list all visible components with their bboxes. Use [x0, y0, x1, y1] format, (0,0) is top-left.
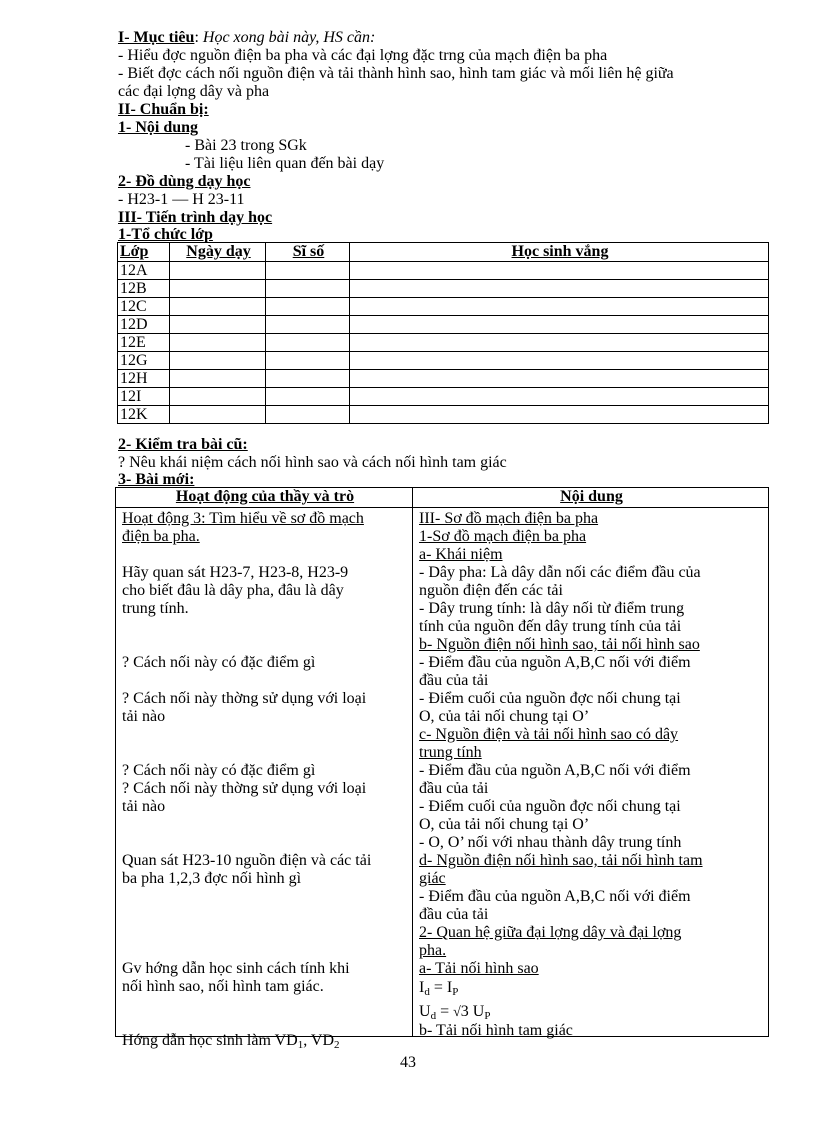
formula-symbol: I	[419, 979, 425, 996]
class-name: 12D	[118, 316, 170, 334]
activity-text: ba pha 1,2,3 đợc nối hình gì	[122, 870, 302, 887]
content-text: đầu của tải	[419, 906, 489, 923]
content-text: trung tính	[419, 744, 482, 761]
activity-text: tải nào	[122, 798, 166, 815]
content-text: - Điểm đầu của nguồn A,B,C nối với điểm	[419, 654, 691, 671]
activity-text: trung tính.	[122, 600, 189, 617]
activity-text: Gv hớng dẫn học sinh cách tính khi	[122, 960, 350, 977]
table-row	[118, 316, 769, 334]
table-row	[118, 262, 769, 280]
content-text: - Điểm đầu của nguồn A,B,C nối với điểm	[419, 762, 691, 779]
subscript: P	[484, 1010, 491, 1022]
objectives-heading: I- Mục tiêu	[118, 29, 195, 46]
content-cell	[413, 508, 768, 1039]
subscript: d	[430, 1010, 437, 1022]
content-text: d- Nguồn điện nối hình sao, tải nối hình tam	[419, 852, 703, 869]
content-text: O, của tải nối chung tại O’	[419, 816, 590, 833]
content-text: đầu của tải	[419, 672, 489, 689]
formula-line-current	[419, 979, 458, 997]
class-table-header: Ngày dạy	[170, 243, 266, 262]
content-text: a- Khái niệm	[419, 546, 503, 563]
content-text: O, của tải nối chung tại O’	[419, 708, 590, 725]
table-row	[118, 334, 769, 352]
content-text: - Điểm đầu của nguồn A,B,C nối với điểm	[419, 888, 691, 905]
content-text: - Dây trung tính: là dây nối từ điểm trung	[419, 600, 685, 617]
activity-text	[122, 1032, 340, 1050]
content-text: b- Tải nối hình tam giác	[419, 1022, 573, 1039]
teacher-activity-cell	[116, 508, 412, 1051]
class-name: 12K	[118, 406, 170, 424]
content-text: - Dây pha: Là dây dẫn nối các điểm đầu của	[419, 564, 701, 581]
content-text: tính của nguồn đến dây trung tính của tải	[419, 618, 682, 635]
subscript: 2	[334, 1039, 340, 1051]
class-name: 12G	[118, 352, 170, 370]
review-heading: 2- Kiểm tra bài cũ:	[118, 436, 248, 453]
example-text: Hớng dẫn học sinh làm VD	[122, 1032, 298, 1049]
subscript: P	[452, 986, 459, 998]
activity-text: Hãy quan sát H23-7, H23-8, H23-9	[122, 564, 349, 581]
class-name: 12I	[118, 388, 170, 406]
prep-item-1: - Bài 23 trong SGk	[185, 137, 307, 154]
process-heading: III- Tiến trình dạy học	[118, 209, 273, 226]
lesson-table	[115, 487, 769, 1051]
class-table-header: Học sinh vắng	[350, 243, 769, 262]
activity-text: ? Cách nối này có đặc điểm gì	[122, 762, 316, 779]
class-org-heading: 1-Tổ chức lớp	[118, 226, 213, 243]
content-text: 1-Sơ đồ mạch điện ba pha	[419, 528, 587, 545]
table-row	[118, 298, 769, 316]
content-text: b- Nguồn điện nối hình sao, tải nối hình sao	[419, 636, 700, 653]
activity-text: ? Cách nối này thờng sử dụng với loại	[122, 780, 367, 797]
formula-symbol: = I	[429, 979, 453, 996]
content-text: - Điểm cuối của nguồn đợc nối chung tại	[419, 690, 681, 707]
class-table-header: Lớp	[118, 243, 170, 262]
content-text: III- Sơ đồ mạch điện ba pha	[419, 510, 599, 527]
content-text: - O, O’ nối với nhau thành dây trung tính	[419, 834, 682, 851]
activity-text: nối hình sao, nối hình tam giác.	[122, 978, 324, 995]
table-row	[118, 370, 769, 388]
class-name: 12H	[118, 370, 170, 388]
review-question: ? Nêu khái niệm cách nối hình sao và cách nối hình tam giác	[118, 454, 507, 471]
content-text: đầu của tải	[419, 780, 489, 797]
sqrt-symbol: √	[453, 1005, 461, 1020]
objectives-intro: Học xong bài này, HS cần:	[202, 29, 376, 46]
class-name: 12E	[118, 334, 170, 352]
example-sep: , VD	[303, 1032, 335, 1049]
content-text: c- Nguồn điện và tải nối hình sao có dây	[419, 726, 679, 743]
prep-item-2: - Tài liệu liên quan đến bài dạy	[185, 155, 385, 172]
page-number: 43	[400, 1054, 416, 1071]
subscript: d	[424, 986, 430, 998]
activity-text: tải nào	[122, 708, 166, 725]
activity-text: Quan sát H23-10 nguồn điện và các tải	[122, 852, 372, 869]
content-text: pha.	[419, 942, 447, 959]
teacher-activity-header: Hoạt động của thầy và trò	[116, 488, 413, 508]
formula-symbol: =	[436, 1003, 454, 1020]
content-text: 2- Quan hệ giữa đại lợng dây và đại lợng	[419, 924, 682, 941]
new-lesson-heading: 3- Bài mới:	[118, 471, 195, 488]
content-text: giác	[419, 870, 446, 887]
class-table-header: Sĩ số	[266, 243, 350, 262]
class-table	[117, 242, 769, 424]
class-name: 12B	[118, 280, 170, 298]
preparation-heading: II- Chuẩn bị:	[118, 101, 209, 118]
formula-line-voltage	[419, 1003, 490, 1022]
tools-list: - H23-1 — H 23-11	[118, 191, 245, 208]
objective-2-cont: các đại lợng dây và pha	[118, 83, 270, 100]
objective-2: - Biết đợc cách nối nguồn điện và tải thành hình sao, hình tam giác và mối liên hệ giữa	[118, 65, 674, 82]
content-header: Nội dung	[413, 488, 769, 508]
formula-symbol: 3 U	[460, 1003, 485, 1020]
objectives-line: I- Mục tiêu: Học xong bài này, HS cần:	[118, 29, 376, 46]
objective-1: - Hiểu đợc nguồn điện ba pha và các đại lợng đặc trng của mạch điện ba pha	[118, 47, 608, 64]
activity-text: điện ba pha.	[122, 528, 200, 545]
content-heading: 1- Nội dung	[118, 119, 199, 136]
class-name: 12C	[118, 298, 170, 316]
table-row	[118, 352, 769, 370]
activity-text: ? Cách nối này có đặc điểm gì	[122, 654, 316, 671]
activity-text: Hoạt động 3: Tìm hiểu về sơ đồ mạch	[122, 510, 364, 527]
subscript: 1	[297, 1039, 304, 1051]
class-name: 12A	[118, 262, 170, 280]
content-text: - Điểm cuối của nguồn đợc nối chung tại	[419, 798, 681, 815]
tools-heading: 2- Đồ dùng dạy học	[118, 173, 251, 190]
content-text: nguồn điện đến các tải	[419, 582, 563, 599]
formula-symbol: U	[419, 1003, 431, 1020]
activity-text: ? Cách nối này thờng sử dụng với loại	[122, 690, 367, 707]
table-row	[118, 406, 769, 424]
table-row	[118, 280, 769, 298]
table-row	[118, 388, 769, 406]
activity-text: cho biết đâu là dây pha, đâu là dây	[122, 582, 344, 599]
content-text: a- Tải nối hình sao	[419, 960, 539, 977]
